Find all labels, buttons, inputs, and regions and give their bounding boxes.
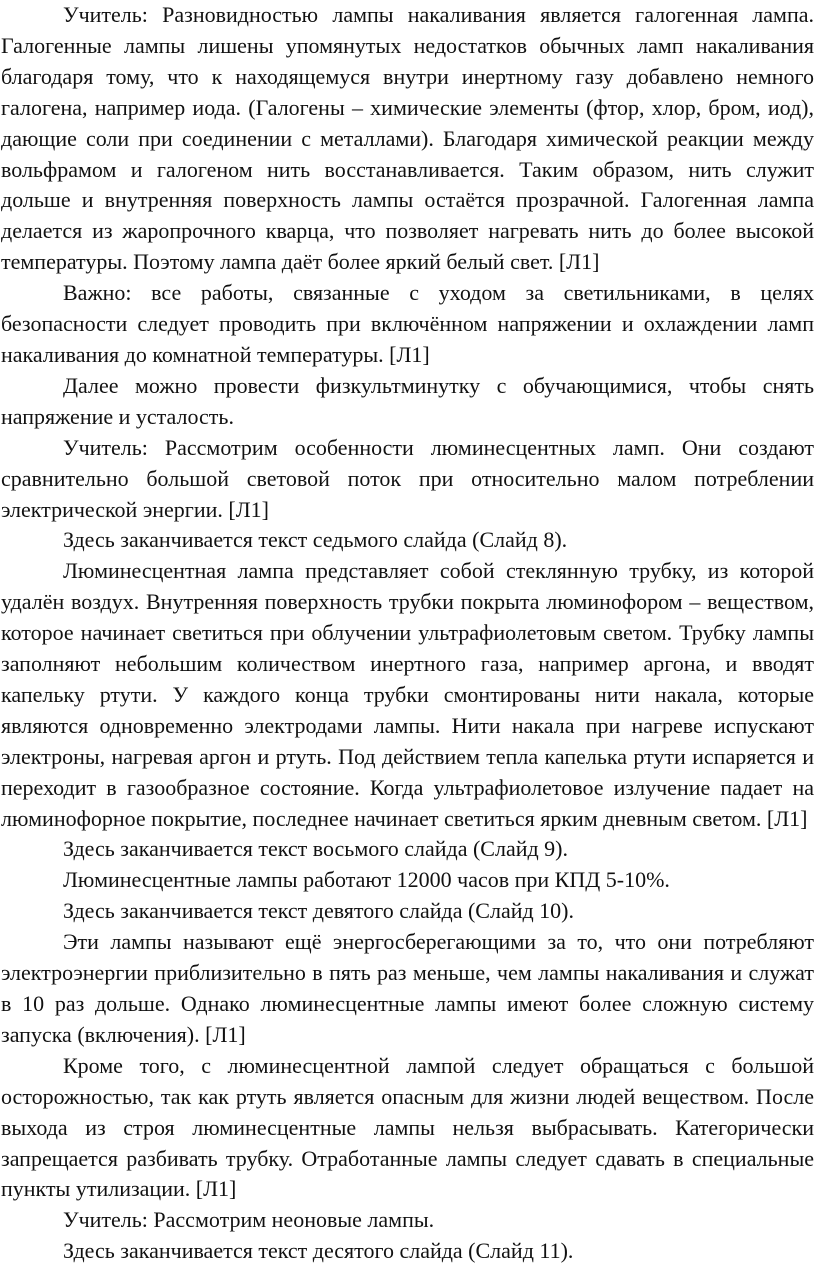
paragraph-fluorescent-structure: Люминесцентная лампа представляет собой стеклянную трубку, из которой удалён воздух. Внутренняя поверхность трубки покрыта люминофором – веществом, которое начинает светиться при облучении ультрафиолетовым светом. Трубку лампы заполняют небольшим количеством инертного газа, например аргона, и вводят капельку ртути. У каждого конца трубки смонтированы нити накала, которые являются одновременно электродами лампы. Нити накала при нагреве испускают электроны, нагревая аргон и ртуть. Под действием тепла капелька ртути испаряется и переходит в газообразное состояние. Когда ультрафиолетовое излучение падает на люминофорное покрытие, последнее начинает светиться ярким дневным светом. [Л1]	[1, 558, 814, 831]
paragraph-slide-9-end: Здесь заканчивается текст восьмого слайда (Слайд 9).	[63, 836, 569, 862]
paragraph-slide-11-end: Здесь заканчивается текст десятого слайда (Слайд 11).	[63, 1238, 574, 1264]
paragraph-neon-lamps: Учитель: Рассмотрим неоновые лампы.	[63, 1207, 435, 1233]
paragraph-fluorescent-intro: Учитель: Рассмотрим особенности люминесцентных ламп. Они создают сравнительно большой световой поток при относительно малом потреблении электрической энергии. [Л1]	[1, 434, 814, 522]
paragraph-safety-note: Важно: все работы, связанные с уходом за светильниками, в целях безопасности следует проводить при включённом напряжении и охлаждении ламп накаливания до комнатной температуры. [Л1]	[1, 280, 814, 367]
paragraph-slide-10-end: Здесь заканчивается текст девятого слайда (Слайд 10).	[63, 898, 575, 924]
paragraph-energy-saving: Эти лампы называют ещё энергосберегающими за то, что они потребляют электроэнергии приблизительно в пять раз меньше, чем лампы накаливания и служат в 10 раз дольше. Однако люминесцентные лампы имеют более сложную систему запуска (включения). [Л1]	[1, 929, 814, 1047]
paragraph-slide-8-end: Здесь заканчивается текст седьмого слайда (Слайд 8).	[63, 527, 568, 553]
paragraph-mercury-warning: Кроме того, с люминесцентной лампой следует обращаться с большой осторожностью, так как ртуть является опасным для жизни людей веществом. После выхода из строя люминесцентные лампы нельзя выбрасывать. Категорически запрещается разбивать трубку. Отработанные лампы следует сдавать в специальные пункты утилизации. [Л1]	[1, 1052, 814, 1202]
paragraph-exercise-break: Далее можно провести физкультминутку с обучающимися, чтобы снять напряжение и усталость.	[1, 372, 814, 429]
paragraph-halogen-lamp: Учитель: Разновидностью лампы накаливания является галогенная лампа. Галогенные лампы лишены упомянутых недостатков обычных ламп накаливания благодаря тому, что к находящемуся внутри инертному газу добавлено немного галогена, например иода. (Галогены – химические элементы (фтор, хлор, бром, иод), дающие соли при соединении с металлами). Благодаря химической реакции между вольфрамом и галогеном нить восстанавливается. Таким образом, нить служит дольше и внутренняя поверхность лампы остаётся прозрачной. Галогенная лампа делается из жаропрочного кварца, что позволяет нагревать нить до более высокой температуры. Поэтому лампа даёт более яркий белый свет. [Л1]	[1, 2, 814, 275]
paragraph-fluorescent-lifetime: Люминесцентные лампы работают 12000 часов при КПД 5-10%.	[63, 867, 670, 893]
